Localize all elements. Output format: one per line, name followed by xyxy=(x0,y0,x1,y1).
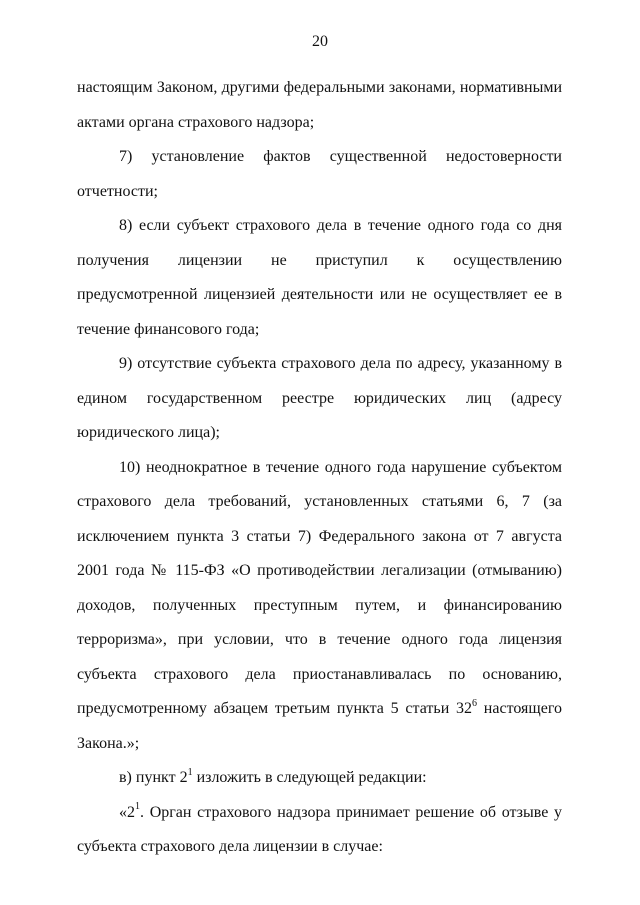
paragraph-item-2-1 xyxy=(77,796,562,865)
amendment-v-start: в) пункт 2 xyxy=(119,769,188,786)
paragraph-item-7: 7) установление фактов существенной недостоверности отчетности; xyxy=(77,148,562,200)
document-body xyxy=(77,71,562,865)
paragraph-item-10 xyxy=(77,451,562,762)
paragraph-item-9: 9) отсутствие субъекта страхового дела по адресу, указанному в едином государственном реестре юридических лиц (адресу юридического лица); xyxy=(77,355,562,441)
paragraph-item-10-text: 10) неоднократное в течение одного года нарушение субъектом страхового дела требований, установленных статьями 6, 7 (за исключением пункта 3 статьи 7) Федерального закона от 7 августа 2001 года № 115-ФЗ «О противодействии легализации (отмыванию) доходов, полученных преступным путем, и финансированию терроризма», при условии, что в течение одного года лицензия субъекта страхового дела приостанавливалась по основанию, предусмотренному абзацем третьим пункта 5 статьи 32 xyxy=(77,458,562,717)
item-2-1-start: «2 xyxy=(119,803,135,821)
page-number: 20 xyxy=(312,33,328,50)
paragraph-amendment-v xyxy=(77,761,562,796)
item-2-1-text: . Орган страхового надзора принимает решение об отзыве у субъекта страхового дела лицензии в случае: xyxy=(77,803,562,855)
paragraph-item-10-end: настоящего Закона.»; xyxy=(77,700,562,752)
amendment-v-end: изложить в следующей редакции: xyxy=(192,769,427,786)
article-superscript: 6 xyxy=(472,697,478,709)
paragraph-item-8: 8) если субъект страхового дела в течение одного года со дня получения лицензии не приступил к осуществлению предусмотренной лицензией деятельности или не осуществляет ее в течение финансового года; xyxy=(77,217,562,338)
item-superscript: 1 xyxy=(187,766,193,778)
paragraph-regulation-continuation: настоящим Законом, другими федеральными законами, нормативными актами органа страхового надзора; xyxy=(77,79,562,131)
item-2-1-superscript: 1 xyxy=(135,801,140,813)
